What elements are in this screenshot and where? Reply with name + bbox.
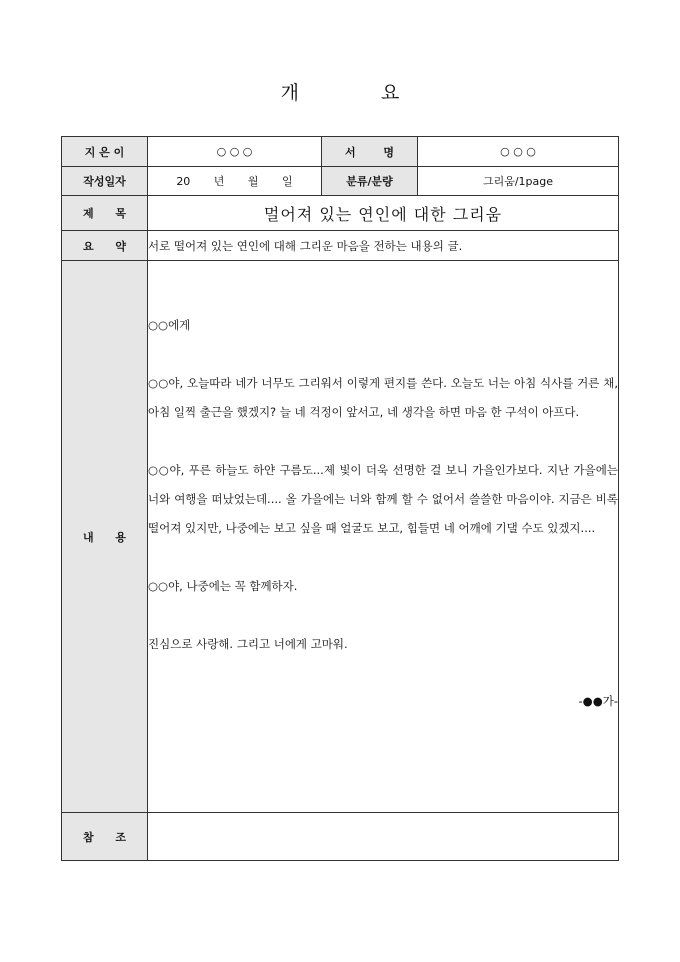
author-row — [62, 137, 619, 167]
letter-paragraph-2: ○○야, 푸른 하늘도 하얀 구름도...제 빛이 더욱 선명한 걸 보니 가을인가보다. 지난 가을에는 너와 여행을 떠났었는데.... 올 가을에는 너와 함께 할 수 없어서 쓸쓸한 마음이야. 지금은 비록 떨어져 있지만, 나중에는 보고 싶을 때 얼굴도 보고, 힘들면 네 어깨에 기댈 수도 있겠지.... — [148, 463, 618, 535]
reference-value — [148, 813, 619, 861]
reference-label: 참 조 — [62, 813, 148, 861]
signature-label: 서 명 — [322, 137, 418, 167]
letter-body — [148, 261, 619, 813]
summary-label: 요 약 — [62, 231, 148, 261]
title-label: 제 목 — [62, 196, 148, 231]
letter-paragraph-3: ○○야, 나중에는 꼭 함께하자. — [148, 579, 298, 593]
letter-signoff: -●●가- — [578, 694, 618, 708]
content-label: 내 용 — [62, 261, 148, 813]
content-row — [62, 261, 619, 813]
author-value: ○ ○ ○ — [148, 137, 322, 167]
summary-value: 서로 떨어져 있는 연인에 대해 그리운 마음을 전하는 내용의 글. — [148, 231, 619, 261]
date-row — [62, 167, 619, 196]
reference-row — [62, 813, 619, 861]
summary-row — [62, 231, 619, 261]
document-heading: 개 요 — [280, 82, 438, 104]
date-value: 20 년 월 일 — [148, 167, 322, 196]
summary-form-table — [61, 136, 619, 861]
category-value: 그리움/1page — [418, 167, 619, 196]
author-label: 지 은 이 — [62, 137, 148, 167]
signature-value: ○ ○ ○ — [418, 137, 619, 167]
letter-greeting: ○○에게 — [148, 318, 191, 332]
title-value: 멀어져 있는 연인에 대한 그리움 — [148, 196, 619, 231]
letter-paragraph-4: 진심으로 사랑해. 그리고 너에게 고마워. — [148, 637, 348, 651]
title-row — [62, 196, 619, 231]
date-label: 작성일자 — [62, 167, 148, 196]
category-label: 분류/분량 — [322, 167, 418, 196]
letter-paragraph-1: ○○야, 오늘따라 네가 너무도 그리워서 이렇게 편지를 쓴다. 오늘도 너는 아침 식사를 거른 채, 아침 일찍 출근을 했겠지? 늘 네 걱정이 앞서고, 네 생각을 하면 마음 한 구석이 아프다. — [148, 376, 618, 419]
